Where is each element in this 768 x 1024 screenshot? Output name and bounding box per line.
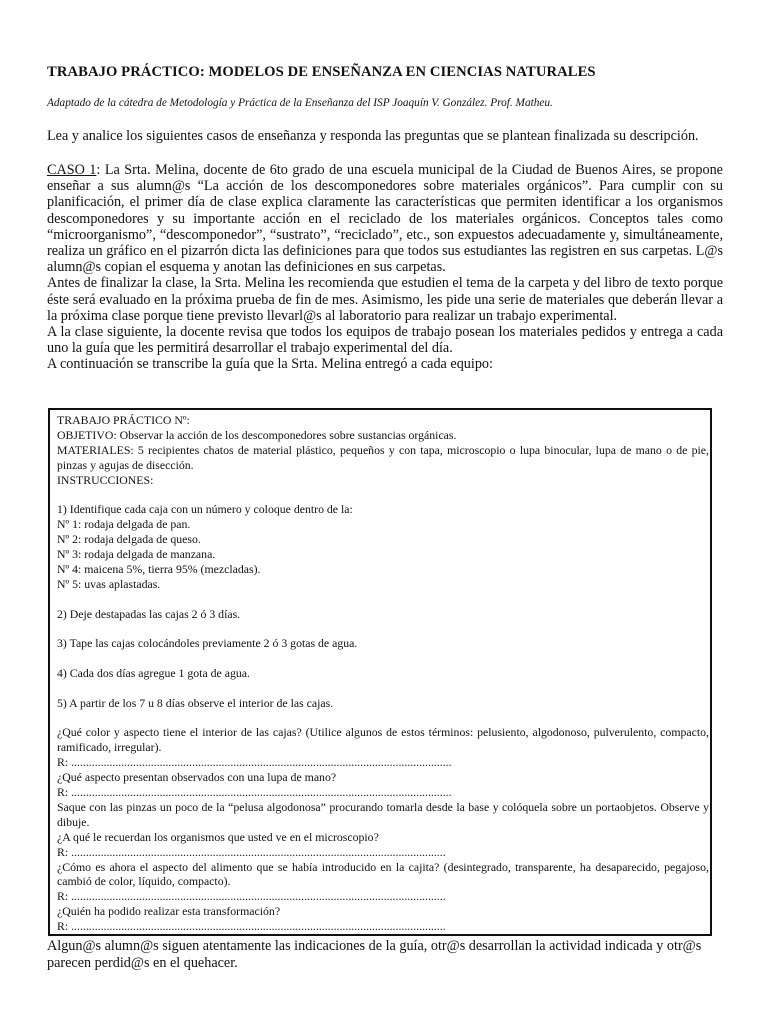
guide-item-4: Nº 4: maicena 5%, tierra 95% (mezcladas). [57,561,261,576]
spacer [57,592,709,607]
spacer [57,488,709,503]
answer-line-5: R: ............................................................................................................................... [57,889,446,904]
spacer [57,621,709,636]
case-1-paragraph-1 [47,162,723,275]
guide-step-5: 5) A partir de los 7 u 8 días observe el interior de las cajas. [57,695,334,710]
guide-question-6: ¿Quién ha podido realizar esta transformación? [57,904,281,919]
answer-line-2: R: ................................................................................................................................. [57,785,452,799]
guide-heading: TRABAJO PRÁCTICO Nº: [57,413,190,427]
document-title: TRABAJO PRÁCTICO: MODELOS DE ENSEÑANZA EN CIENCIAS NATURALES [47,64,596,80]
answer-line-6: R: ............................................................................................................................... [57,919,446,934]
case-1-section [47,162,723,373]
guide-question-2: ¿Qué aspecto presentan observados con una lupa de mano? [57,770,337,785]
answer-line-1: R: ................................................................................................................................. [57,755,452,770]
guide-question-4: ¿A qué le recuerdan los organismos que usted ve en el microscopio? [57,829,379,844]
spacer [57,711,709,726]
lab-guide-content [57,413,709,934]
guide-item-5: Nº 5: uvas aplastadas. [57,576,161,591]
case-1-label: CASO 1 [47,162,97,178]
closing-paragraph: Algun@s alumn@s siguen atentamente las indicaciones de la guía, otr@s desarrollan la actividad indicada y otr@s parecen perdid@s en el quehacer. [47,938,702,972]
intro-paragraph: Lea y analice los siguientes casos de enseñanza y responda las preguntas que se plantean finalizada su descripción. [47,128,699,144]
guide-step-2: 2) Deje destapadas las cajas 2 ó 3 días. [57,606,241,621]
document-subtitle: Adaptado de la cátedra de Metodología y Práctica de la Enseñanza del ISP Joaquín V. González. Prof. Matheu. [47,97,553,109]
guide-item-2: Nº 2: rodaja delgada de queso. [57,532,201,547]
lab-guide-box [48,408,712,936]
guide-step-1: 1) Identifique cada caja con un número y coloque dentro de la: [57,502,353,517]
guide-question-3: Saque con las pinzas un poco de la “pelusa algodonosa” procurando tomarla desde la base y colóquela sobre un portaobjetos. Observe y dibuje. [57,799,709,829]
guide-materials: MATERIALES: 5 recipientes chatos de material plástico, pequeños y con tapa, microscopio o lupa binocular, lupa de mano o de pie, pinzas y agujas de disección. [57,442,709,472]
guide-question-5: ¿Cómo es ahora el aspecto del alimento que se había introducido en la cajita? (desintegrado, transparente, ha desaparecido, pegajoso, cambió de color, líquido, compacto). [57,859,709,889]
spacer [57,681,709,696]
guide-item-3: Nº 3: rodaja delgada de manzana. [57,547,216,562]
case-1-paragraph-2: Antes de finalizar la clase, la Srta. Melina les recomienda que estudien el tema de la carpeta y del libro de texto porque éste será evaluado en la próxima prueba de fin de mes. Asimismo, les pide una serie de materiales que deberán llevar a la próxima clase porque tiene previsto llevarl@s al laboratorio para realizar un trabajo experimental. [47,275,723,324]
case-1-paragraph-4: A continuación se transcribe la guía que la Srta. Melina entregó a cada equipo: [47,356,493,373]
guide-objective: OBJETIVO: Observar la acción de los descomponedores sobre sustancias orgánicas. [57,427,457,442]
spacer [57,651,709,666]
guide-step-4: 4) Cada dos días agregue 1 gota de agua. [57,665,250,680]
guide-question-1: ¿Qué color y aspecto tiene el interior de las cajas? (Utilice algunos de estos términos: pelusiento, algodonoso, pulverulento, compacto, ramificado, irregular). [57,725,709,755]
guide-instructions-label: INSTRUCCIONES: [57,472,154,487]
guide-step-3: 3) Tape las cajas colocándoles previamente 2 ó 3 gotas de agua. [57,636,358,651]
case-1-text: : La Srta. Melina, docente de 6to grado de una escuela municipal de la Ciudad de Buenos Aires, se propone enseñar a sus alumn@s “La acción de los descomponedores sobre materiales orgánicos”. Para cumplir con su planificación, el primer día de clase explica claramente las características que permiten identificar a los organismos descomponedores y su importante acción en el reciclado de los materiales orgánicos. Conceptos tales como “microorganismo”, “descomponedor”, “sustrato”, “reciclado”, etc., son expuestos adecuadamente y, simultáneamente, realiza un gráfico en el pizarrón dicta las definiciones para que todos sus estudiantes las registren en sus carpetas. L@s alumn@s copian el esquema y anotan las definiciones en sus carpetas. [47,162,723,276]
answer-line-4: R: ............................................................................................................................... [57,844,446,859]
case-1-paragraph-3: A la clase siguiente, la docente revisa que todos los equipos de trabajo posean los materiales pedidos y entrega a cada uno la guía que les permitirá desarrollar el trabajo experimental del día. [47,324,723,357]
guide-item-1: Nº 1: rodaja delgada de pan. [57,517,191,532]
